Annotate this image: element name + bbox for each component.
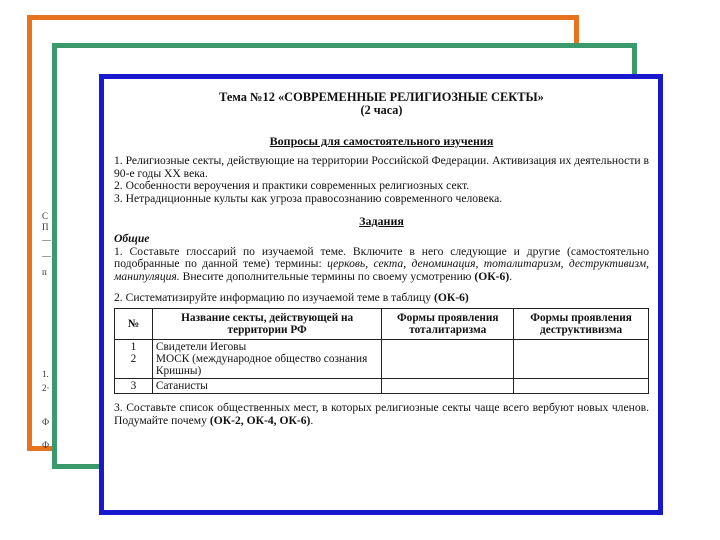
table-header-cell: № [115, 309, 153, 340]
table-header-cell: Формы проявления деструктивизма [514, 309, 649, 340]
table-cell-name [152, 340, 381, 379]
task-2 [114, 292, 649, 305]
row-num: 1 [130, 341, 137, 354]
table-row [115, 340, 649, 379]
table-header-cell: Формы проявления тоталитаризма [382, 309, 514, 340]
questions-heading: Вопросы для самостоятельного изучения [269, 133, 494, 148]
row-num: 3 [115, 379, 153, 394]
task-3: 3. Составьте список общественных мест, в которых религиозные секты чаще всего вербуют новых членов. Подумайте почему (ОК-2, ОК-4, ОК-6). [114, 401, 649, 427]
document-title: Тема №12 «СОВРЕМЕННЫЕ РЕЛИГИОЗНЫЕ СЕКТЫ» [219, 90, 544, 104]
table-cell-empty [514, 340, 649, 379]
table-header-cell: Название секты, действующей на территории РФ [152, 309, 381, 340]
stub-text: — [42, 235, 51, 245]
document-frame [99, 74, 663, 515]
task-2-code: (ОК-6) [433, 290, 469, 304]
stub-text: 2· [42, 383, 50, 393]
task-1-code: (ОК-6) [474, 269, 510, 283]
stub-text: С [42, 211, 49, 221]
task-3-code: (ОК-2, ОК-4, ОК-6) [209, 413, 311, 427]
table-cell-empty [382, 379, 514, 394]
task-3-text: 3. Составьте список общественных мест, в которых религиозные секты чаще всего вербуют новых членов. Подумайте почему [114, 401, 649, 427]
row-num: 2 [130, 353, 137, 366]
task-1-terms: церковь, секта, деноминация, тоталитаризм, деструктивизм, манипуляция. [114, 257, 649, 283]
row-name: МОСК (международное общество сознания Кришны) [155, 353, 368, 378]
question-item: 1. Религиозные секты, действующие на территории Российской Федерации. Активизация их деятельности в 90-е годы XX века. [114, 154, 649, 180]
question-item: 3. Нетрадиционные культы как угроза правосознанию современного человека. [114, 191, 503, 205]
table-cell-num [115, 340, 153, 379]
stub-text: п [42, 267, 47, 277]
stub-text: 1. [42, 369, 49, 379]
stub-text: Ф [42, 417, 50, 427]
row-name: Сатанисты [152, 379, 381, 394]
tasks-heading: Задания [359, 213, 404, 228]
task-1-extra: Внесите дополнительные термины по своему усмотрению [182, 269, 472, 283]
table-header-row [115, 309, 649, 340]
task-2-text: 2. Систематизируйте информацию по изучаемой теме в таблицу [114, 290, 432, 304]
question-item: 2. Особенности вероучения и практики современных религиозных сект. [114, 179, 470, 193]
table-cell-empty [514, 379, 649, 394]
stub-text: Ф [42, 440, 50, 450]
general-label: Общие [114, 232, 150, 246]
stub-text: П [42, 222, 49, 232]
task-1-text: 1. Составьте глоссарий по изучаемой теме. Включите в него следующие и другие (самостоятельно подобранные по данной теме) термины: [114, 244, 649, 271]
row-name: Свидетели Иеговы [155, 341, 247, 354]
document-page [114, 91, 649, 427]
table-row [115, 379, 649, 394]
table-cell-empty [382, 340, 514, 379]
task-1: 1. Составьте глоссарий по изучаемой теме. Включите в него следующие и другие (самостоятельно подобранные по данной теме) термины: церковь, секта, деноминация, тоталитаризм, деструктивизм, манипуляция. Внесите дополнительные термины по своему усмотрению (ОК-6). [114, 244, 649, 283]
sects-table [114, 308, 649, 394]
document-hours: (2 часа) [360, 103, 403, 117]
stub-text: — [42, 251, 51, 261]
